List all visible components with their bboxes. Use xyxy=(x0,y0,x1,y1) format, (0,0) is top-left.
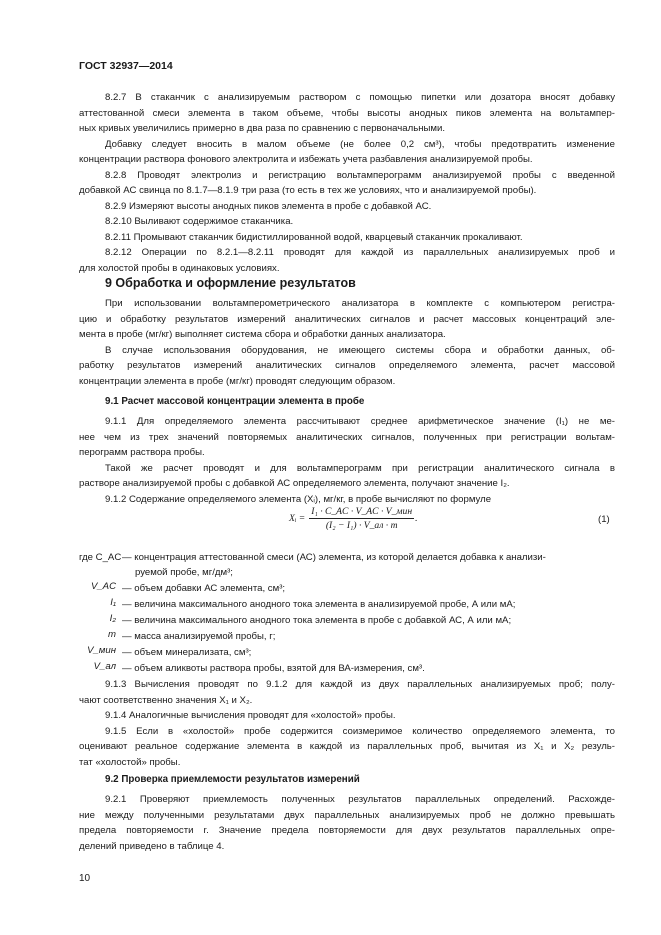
def-sym: V_AC xyxy=(90,581,116,592)
def-sym: I₁ xyxy=(110,597,116,608)
text-line: концентрации элемента в пробе (мг/кг) проводят следующим образом. xyxy=(79,375,396,387)
text-line: В случае использования оборудования, не имеющего системы сбора и обработки данных, об- xyxy=(105,344,615,356)
text-line: 8.2.12 Операции по 8.2.1—8.2.11 проводят для каждой из параллельных анализируемых проб и xyxy=(105,247,615,258)
document-header: ГОСТ 32937—2014 xyxy=(79,60,173,72)
text-line: 9.2.1 Проверяют приемлемость полученных результатов параллельных определений. Расхожде- xyxy=(105,794,615,805)
formula-denominator: (I₂ − I₁) · V_ал · m xyxy=(325,520,398,531)
def-sym: где C_AC xyxy=(79,552,122,563)
formula-lhs: Xᵢ = xyxy=(289,513,306,524)
section-9-1-heading: 9.1 Расчет массовой концентрации элемента в пробе xyxy=(105,396,365,407)
section-9-paragraphs xyxy=(79,296,615,389)
def-text: — объем аликвоты раствора пробы, взятой для ВА-измерения, см³. xyxy=(122,663,425,674)
text-line: 9.1.2 Содержание определяемого элемента (Xᵢ), мг/кг, в пробе вычисляют по формуле xyxy=(105,493,492,505)
text-line: 8.2.10 Выливают содержимое стаканчика. xyxy=(105,216,294,227)
def-text: — величина максимального анодного тока элемента в анализируемой пробе, А или мА; xyxy=(122,599,516,610)
section-9-1-paragraphs xyxy=(79,414,615,507)
text-line: 8.2.9 Измеряют высоты анодных пиков элемента в пробе с добавкой АС. xyxy=(105,200,432,212)
text-line: 9.1.1 Для определяемого элемента рассчитывают среднее арифметическое значение (I₁) не ме- xyxy=(105,416,615,427)
text-line: 8.2.8 Проводят электролиз и регистрацию вольтамперограмм анализируемой пробы с введенной xyxy=(105,169,615,181)
def-text: руемой пробе, мг/дм³; xyxy=(135,567,233,578)
text-line: 9.1.5 Если в «холостой» пробе содержится соизмеримое количество определяемого элемента, то xyxy=(105,725,615,737)
text-line: 8.2.11 Промывают стаканчик бидистиллированной водой, кварцевый стаканчик прокаливают. xyxy=(105,231,523,243)
page-number: 10 xyxy=(79,873,91,884)
formula-number: (1) xyxy=(598,514,610,525)
text-line: для холостой пробы в одинаковых условиях. xyxy=(79,262,280,274)
text-line: 9.1.3 Вычисления проводят по 9.1.2 для каждой из двух параллельных анализируемых проб; полу- xyxy=(105,679,615,690)
text-line: предела повторяемости r. Значение предела повторяемости для двух результатов параллельных опре- xyxy=(79,825,615,836)
text-line: Такой же расчет проводят и для вольтамперограмм при регистрации аналитического сигнала в xyxy=(105,462,615,474)
formula-numerator: I₁ · C_AC · V_AC · V_мин xyxy=(311,506,413,517)
paragraph-8-2-7 xyxy=(79,90,615,276)
section-9-2-paragraphs xyxy=(79,792,615,854)
text-line: 8.2.7 В стаканчик с анализируемым раствором с помощью пипетки или дозатора вносят добавку xyxy=(105,92,615,103)
def-text: — величина максимального анодного тока элемента в пробе с добавкой АС, А или мА; xyxy=(122,615,512,626)
text-line: 9.1.4 Аналогичные вычисления проводят для «холостой» пробы. xyxy=(105,710,396,721)
text-line: делений приведено в таблице 4. xyxy=(79,840,225,852)
text-line: перограмм раствора пробы. xyxy=(79,447,205,458)
section-9-2-heading: 9.2 Проверка приемлемости результатов измерений xyxy=(105,774,360,785)
text-line: нее чем из трех значений повторяемых аналитических сигналов, полученных при регистрации вольтам- xyxy=(79,431,615,443)
def-sym: I₂ xyxy=(109,613,116,624)
text-line: работку результатов измерений аналитических сигналов определяемого элемента, расчет массовой xyxy=(79,360,615,371)
text-line: добавкой АС свинца по 8.1.7—8.1.9 три раза (то есть в тех же условиях, что и анализируемой пробы). xyxy=(79,185,537,196)
text-line: ние между полученными результатами двух параллельных анализируемых проб не должно превышать xyxy=(79,809,615,821)
text-line: чают соответственно значения X₁ и X₂. xyxy=(79,694,253,706)
def-sym: V_мин xyxy=(87,645,116,656)
def-text: — масса анализируемой пробы, г; xyxy=(122,631,276,642)
formula-1: Xᵢ = I₁ · C_AC · V_AC · V_мин . (I₂ − I₁) · V_ал · m xyxy=(289,506,418,531)
text-line: При использовании вольтамперометрического анализатора в комплекте с компьютером регистра- xyxy=(105,298,615,309)
text-line: ных кривых увеличились примерно в два раза по сравнению с первоначальными. xyxy=(79,123,446,134)
text-line: концентрации раствора фонового электролита и избежать учета разбавления анализируемой пробы. xyxy=(79,154,533,165)
text-line: тат «холостой» пробы. xyxy=(79,756,181,768)
section-9-heading: 9 Обработка и оформление результатов xyxy=(105,276,356,290)
def-text: — объем минерализата, см³; xyxy=(122,647,252,658)
def-sym: V_ал xyxy=(93,661,116,672)
def-sym: m xyxy=(108,629,116,640)
text-line: цию и обработку результатов измерений аналитических сигналов и расчет массовых концентраций эле- xyxy=(79,313,615,325)
section-9-1-3-paragraphs xyxy=(79,677,615,770)
text-line: Добавку следует вносить в малом объеме (не более 0,2 см³), чтобы предотвратить изменение xyxy=(105,138,615,150)
text-line: оценивают реальное содержание элемента в каждой из параллельных проб, вычитая из X₁ и X₂ резуль- xyxy=(79,741,615,752)
def-text: — объем добавки АС элемента, см³; xyxy=(122,583,286,594)
text-line: растворе анализируемой пробы с добавкой АС определяемого элемента, получают значение I₂. xyxy=(79,478,510,489)
text-line: аттестованной смеси элемента в таком объеме, чтобы высоты анодных пиков элемента на вольтампер- xyxy=(79,107,615,119)
def-text: — концентрация аттестованной смеси (АС) элемента, из которой делается добавка к анализи- xyxy=(122,552,546,563)
text-line: мента в пробе (мг/кг) выполняет система сбора и обработки данных анализатора. xyxy=(79,329,446,340)
